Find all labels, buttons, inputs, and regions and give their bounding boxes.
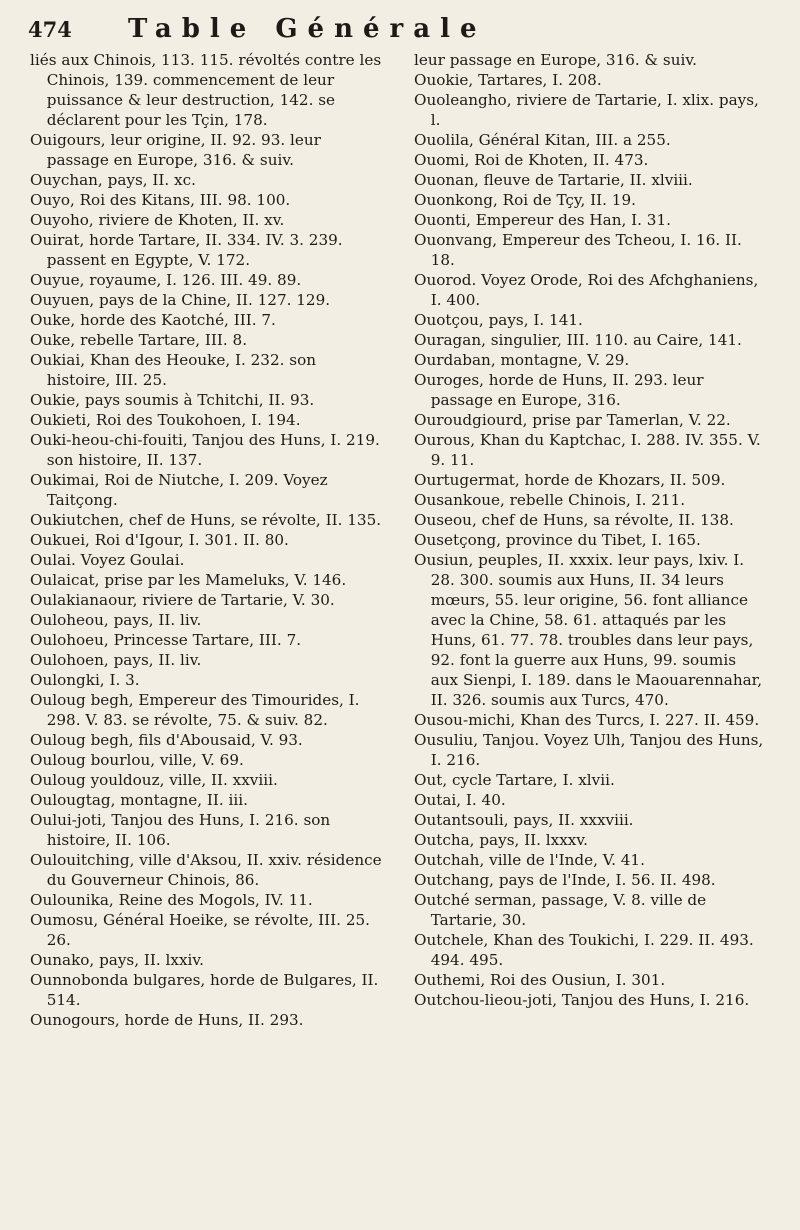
index-entry: Ouyue, royaume, I. 126. III. 49. 89. xyxy=(30,271,302,289)
index-entry: Oulounika, Reine des Mogols, IV. 11. xyxy=(30,891,313,909)
index-entry: Oulougtag, montagne, II. iii. xyxy=(30,791,248,809)
index-entry: Ounako, pays, II. lxxiv. xyxy=(30,951,204,969)
index-entry: Oukiai, Khan des Heouke, I. 232. son histoire, III. 25. xyxy=(30,351,317,389)
index-entry: Ouroges, horde de Huns, II. 293. leur passage en Europe, 316. xyxy=(414,371,704,409)
index-entry: Oulai. Voyez Goulai. xyxy=(30,551,185,569)
index-entry: Ouroudgiourd, prise par Tamerlan, V. 22. xyxy=(414,411,731,429)
page-header xyxy=(28,14,778,46)
index-entry: Ouke, horde des Kaotché, III. 7. xyxy=(30,311,276,329)
index-entry: Ouloug bourlou, ville, V. 69. xyxy=(30,751,244,769)
index-entry: Out, cycle Tartare, I. xlvii. xyxy=(414,771,615,789)
index-entry: Ouokie, Tartares, I. 208. xyxy=(414,71,602,89)
index-entry: Ourtugermat, horde de Khozars, II. 509. xyxy=(414,471,726,489)
index-entry: Ouonkong, Roi de Tçy, II. 19. xyxy=(414,191,636,209)
index-entry: Ouonan, fleuve de Tartarie, II. xlviii. xyxy=(414,171,693,189)
index-entry: Ouigours, leur origine, II. 92. 93. leur passage en Europe, 316. & suiv. xyxy=(30,131,321,169)
index-entry: Outchah, ville de l'Inde, V. 41. xyxy=(414,851,645,869)
index-entry: Ouloheou, pays, II. liv. xyxy=(30,611,202,629)
index-entry: Outché serman, passage, V. 8. ville de Tartarie, 30. xyxy=(414,891,707,929)
index-entry: Ounnobonda bulgares, horde de Bulgares, II. 514. xyxy=(30,971,379,1009)
index-entry: Oukimai, Roi de Niutche, I. 209. Voyez Taitçong. xyxy=(30,471,328,509)
index-entry: Outcha, pays, II. lxxxv. xyxy=(414,831,588,849)
index-entry: Ouoleangho, riviere de Tartarie, I. xlix. pays, l. xyxy=(414,91,759,129)
index-entry: Ouirat, horde Tartare, II. 334. IV. 3. 239. passent en Egypte, V. 172. xyxy=(30,231,343,269)
index-entry: Ousetçong, province du Tibet, I. 165. xyxy=(414,531,701,549)
index-entry: Oukiutchen, chef de Huns, se révolte, II. 135. xyxy=(30,511,382,529)
index-entry: Ouragan, singulier, III. 110. au Caire, 141. xyxy=(414,331,742,349)
index-entry: Outhemi, Roi des Ousiun, I. 301. xyxy=(414,971,666,989)
index-entry: Ousankoue, rebelle Chinois, I. 211. xyxy=(414,491,686,509)
index-entry: Ousou-michi, Khan des Turcs, I. 227. II. 459. xyxy=(414,711,760,729)
index-entry: Ourous, Khan du Kaptchac, I. 288. IV. 355. V. 9. 11. xyxy=(414,431,761,469)
index-entry: Ouorod. Voyez Orode, Roi des Afchghaniens, I. 400. xyxy=(414,271,759,309)
index-entry: Ourdaban, montagne, V. 29. xyxy=(414,351,630,369)
index-entry: Oulouitching, ville d'Aksou, II. xxiv. résidence du Gouverneur Chinois, 86. xyxy=(30,851,382,889)
index-entry: Ouonti, Empereur des Han, I. 31. xyxy=(414,211,671,229)
index-entry: Ouki-heou-chi-fouiti, Tanjou des Huns, I. 219. son histoire, II. 137. xyxy=(30,431,380,469)
index-entry: Oumosu, Général Hoeike, se révolte, III. 25. 26. xyxy=(30,911,370,949)
index-entry: Ounogours, horde de Huns, II. 293. xyxy=(30,1011,304,1029)
index-entry: Ouseou, chef de Huns, sa révolte, II. 138. xyxy=(414,511,734,529)
index-entry: Oukuei, Roi d'Igour, I. 301. II. 80. xyxy=(30,531,289,549)
index-entry: Oului-joti, Tanjou des Huns, I. 216. son histoire, II. 106. xyxy=(30,811,331,849)
index-entry: Ouolila, Général Kitan, III. a 255. xyxy=(414,131,671,149)
index-entry: Oulongki, I. 3. xyxy=(30,671,140,689)
page-number: 474 xyxy=(28,17,72,42)
index-entry: Ouyuen, pays de la Chine, II. 127. 129. xyxy=(30,291,331,309)
index-entry: Ouyo, Roi des Kitans, III. 98. 100. xyxy=(30,191,291,209)
running-title: Table Générale xyxy=(128,14,487,44)
index-entry: Ouotçou, pays, I. 141. xyxy=(414,311,583,329)
index-entry: Ouloug youldouz, ville, II. xxviii. xyxy=(30,771,278,789)
index-entry: Oukieti, Roi des Toukohoen, I. 194. xyxy=(30,411,301,429)
index-entry: Ouloug begh, fils d'Abousaid, V. 93. xyxy=(30,731,303,749)
index-entry: Ouomi, Roi de Khoten, II. 473. xyxy=(414,151,649,169)
index-entry: Oukie, pays soumis à Tchitchi, II. 93. xyxy=(30,391,315,409)
index-column-right xyxy=(414,50,766,1010)
index-entry: Ousiun, peuples, II. xxxix. leur pays, lxiv. I. 28. 300. soumis aux Huns, II. 34 leurs mœurs, 55. leur origine, 56. font alliance avec la Chine, 58. 61. attaqués par les Huns, 61. 77. 78. troubles dans leur pays, 92. font la guerre aux Huns, 99. soumis aux Sienpi, I. 189. dans le Maouarennahar, II. 326. soumis aux Turcs, 470. xyxy=(414,551,763,709)
index-entry: Outchou-lieou-joti, Tanjou des Huns, I. 216. xyxy=(414,991,750,1009)
index-entry: Ouke, rebelle Tartare, III. 8. xyxy=(30,331,248,349)
index-entry: Oulakianaour, riviere de Tartarie, V. 30. xyxy=(30,591,335,609)
index-entry: Ouyoho, riviere de Khoten, II. xv. xyxy=(30,211,285,229)
index-column-left xyxy=(30,50,382,1030)
index-entry: Oulohoen, pays, II. liv. xyxy=(30,651,202,669)
index-entry: liés aux Chinois, 113. 115. révoltés contre les Chinois, 139. commencement de leur puissance & leur destruction, 142. se déclarent pour les Tçin, 178. xyxy=(30,51,382,129)
index-entry: Outantsouli, pays, II. xxxviii. xyxy=(414,811,634,829)
index-entry: leur passage en Europe, 316. & suiv. xyxy=(414,51,697,69)
index-entry: Oulohoeu, Princesse Tartare, III. 7. xyxy=(30,631,302,649)
index-entry: Outchang, pays de l'Inde, I. 56. II. 498. xyxy=(414,871,716,889)
index-entry: Ousuliu, Tanjou. Voyez Ulh, Tanjou des Huns, I. 216. xyxy=(414,731,764,769)
index-entry: Oulaicat, prise par les Mameluks, V. 146. xyxy=(30,571,347,589)
index-entry: Outchele, Khan des Toukichi, I. 229. II. 493. 494. 495. xyxy=(414,931,754,969)
index-entry: Ouychan, pays, II. xc. xyxy=(30,171,196,189)
index-entry: Outai, I. 40. xyxy=(414,791,506,809)
index-entry: Ouloug begh, Empereur des Timourides, I. 298. V. 83. se révolte, 75. & suiv. 82. xyxy=(30,691,360,729)
index-entry: Ouonvang, Empereur des Tcheou, I. 16. II. 18. xyxy=(414,231,742,269)
